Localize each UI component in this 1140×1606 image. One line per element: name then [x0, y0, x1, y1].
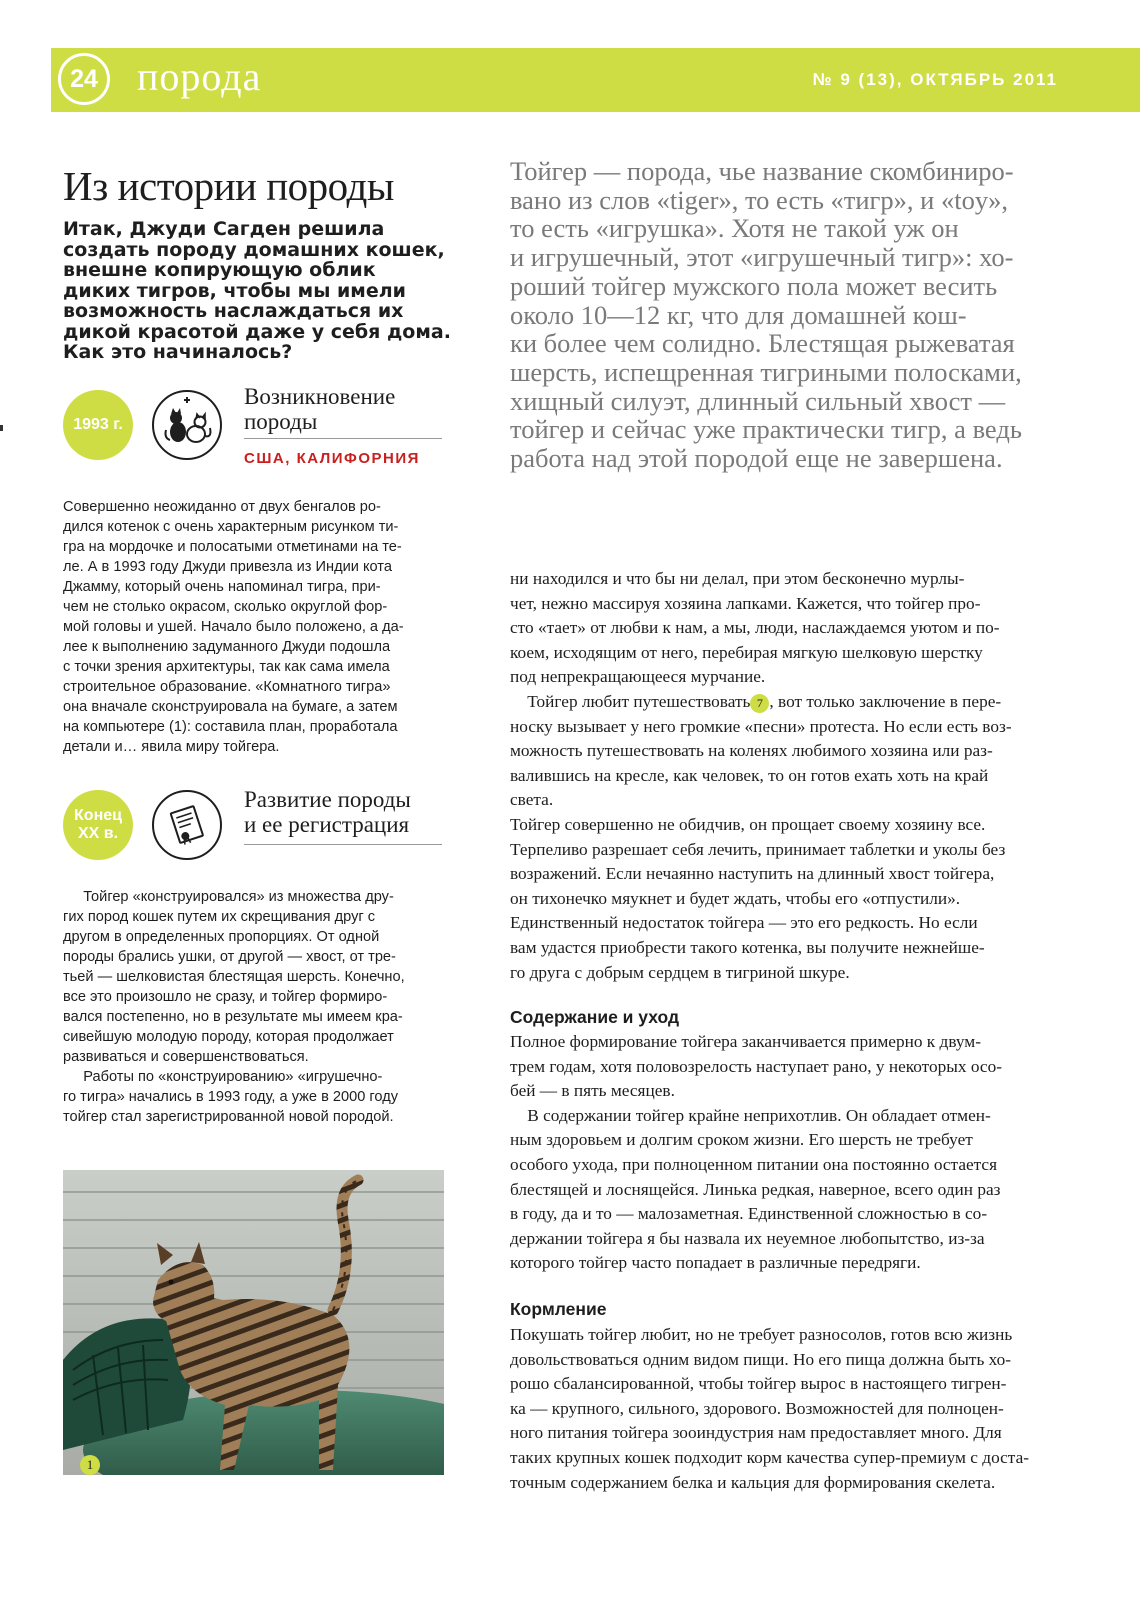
photo-number-badge: 1 [80, 1455, 100, 1475]
paragraph-line: ни находился и что бы ни делал, при этом бесконечно мурлы- [510, 569, 965, 588]
paragraph-line: Покушать тойгер любит, но не требует разносолов, готов всю жизнь [510, 1325, 1013, 1344]
paragraph-line: блестящей и лоснящейся. Линька редкая, наверное, всего один раз [510, 1179, 1001, 1199]
paragraph-line: Джамму, который очень напоминал тигра, при- [63, 579, 381, 595]
body-text-care [510, 1030, 1070, 1276]
paragraph-line: мой головы и ушей. Начало было положено, а да- [63, 619, 404, 635]
paragraph-line: В содержании тойгер крайне неприхотлив. Он обладает отмен- [510, 1105, 991, 1125]
pull-quote-line: вано из слов «tiger», то есть «тигр», и «toy», [510, 184, 1008, 215]
paragraph-line: Тойгер совершенно не обидчив, он прощает своему хозяину все. [510, 814, 986, 834]
paragraph-line: ного питания тойгера зооиндустрия нам предоставляет много. Для [510, 1423, 1002, 1443]
issue-info: № 9 (13), ОКТЯБРЬ 2011 [812, 70, 1058, 89]
timeline-date-line: Конец [74, 807, 122, 824]
lead-line: внешне копирующую облик [63, 259, 376, 281]
reference-badge: 7 [750, 694, 769, 713]
paragraph-line: довольствоваться одним видом пищи. Но его пища должна быть хо- [510, 1349, 1012, 1369]
timeline-location: США, КАЛИФОРНИЯ [244, 450, 420, 467]
paragraph-line: возражений. Если нечаянно наступить на длинный хвост тойгера, [510, 864, 995, 884]
pull-quote-line: то есть «игрушка». Хотя не такой уж он [510, 213, 959, 244]
paragraph-line: бей — в пять месяцев. [510, 1081, 675, 1101]
travel-text: Тойгер любит путешествовать [510, 692, 751, 711]
paragraph-line: Единственный недостаток тойгера — это его редкость. Но если [510, 913, 978, 933]
paragraph-line: дился котенок с очень характерным рисунком ти- [63, 519, 399, 535]
pull-quote-line: шерсть, испещренная тигриными полосками, [510, 356, 1022, 387]
pull-quote [510, 157, 1070, 473]
paragraph-line: в году, да и то — малозаметная. Единственной сложностью в со- [510, 1204, 988, 1224]
paragraph-line: особого ухода, при полноценном питании она постоянно остается [510, 1154, 998, 1174]
paragraph-line: с точки зрения архитектуры, так как сама имела [63, 659, 390, 675]
travel-line [510, 690, 1070, 715]
certificate-icon [152, 790, 222, 860]
paragraph-line: чет, нежно массируя хозяина лапками. Кажется, что тойгер про- [510, 593, 981, 613]
lead-line: создать породу домашних кошек, [63, 238, 445, 261]
paragraph-line: коем, исходящим от него, перебирая мягкую шелковую шерстку [510, 642, 983, 662]
paragraph-line: держании тойгера я бы назвала их неуемное любопытство, из-за [510, 1228, 985, 1248]
paragraph-line: лее к выполнению задуманного Джуди подошла [63, 639, 391, 655]
paragraph-line: строительное образование. «Комнатного тигра» [63, 679, 391, 695]
paragraph-line: породы брались ушки, от другой — хвост, от тре- [63, 949, 396, 965]
paragraph-line: ка — крупного, сильного, здорового. Возможностей для полноцен- [510, 1398, 1004, 1418]
pull-quote-line: и игрушечный, этот «игрушечный тигр»: хо- [510, 242, 1014, 273]
timeline-event-title-2 [244, 787, 411, 837]
body-text-character [510, 715, 1070, 986]
paragraph-line: Работы по «конструированию» «игрушечно- [63, 1069, 383, 1085]
paragraph-line: трем годам, хотя половозрелость наступает рано, у некоторых осо- [510, 1056, 1002, 1076]
paragraph-line: вам удастся приобрести такого котенка, вы получите нежнейше- [510, 937, 985, 957]
body-text-intro [510, 567, 1070, 690]
pull-quote-line: роший тойгер мужского пола может весить [510, 270, 998, 301]
lead-line: диких тигров, чтобы мы имели [63, 279, 406, 302]
pull-quote-line: около 10—12 кг, что для домашней кош- [510, 299, 967, 330]
paragraph-line: таких крупных кошек подходит корм качества супер-премиум с доста- [510, 1447, 1029, 1467]
timeline-date-line: XX в. [77, 825, 119, 842]
paragraph-line: Полное формирование тойгера заканчивается примерно к двум- [510, 1032, 981, 1051]
section-name: порода [137, 54, 262, 99]
timeline-date-end-xx [63, 790, 133, 860]
article-title: Из истории породы [63, 163, 394, 209]
paragraph-line: гра на мордочке и полосатыми отметинами на те- [63, 539, 402, 555]
lead-line: Как это начиналось? [63, 341, 293, 363]
paragraph-line: он тихонечко мяукнет и будет ждать, чтобы его «отпустили». [510, 888, 961, 908]
pull-quote-line: ки более чем солидно. Блестящая рыжеватая [510, 328, 1015, 359]
paragraph-line: сто «тает» от любви к нам, а мы, люди, наслаждаемся уютом и по- [510, 618, 1000, 638]
event-title-line: породы [244, 409, 318, 434]
paragraph-line: она вначале сконструировала на бумаге, а затем [63, 699, 398, 715]
paragraph-line: Тойгер «конструировался» из множества дру- [63, 889, 394, 905]
timeline-date-1993 [63, 390, 133, 460]
lead-line: дикой красотой даже у себя дома. [63, 320, 451, 343]
paragraph-line: ле. А в 1993 году Джуди привезла из Индии кота [63, 559, 392, 575]
paragraph-line: тьей — шелковистая блестящая шерсть. Конечно, [63, 969, 405, 985]
timeline-date-text [74, 807, 122, 843]
paragraph-line: го друга с добрым сердцем в тигриной шкуре. [510, 962, 850, 982]
pull-quote-line: работа над этой породой еще не завершена. [510, 443, 1003, 474]
paragraph-line: на компьютере (1): составила план, проработала [63, 719, 398, 735]
body-text-travel [510, 690, 1070, 985]
paragraph-line: ным здоровьем и долгим сроком жизни. Его шерсть не требует [510, 1130, 973, 1150]
lead-line: Итак, Джуди Сагден решила [63, 218, 385, 240]
paragraph-line: носку вызывает у него громкие «песни» протеста. Но если есть воз- [510, 716, 1012, 736]
article-lead [63, 219, 463, 363]
paragraph-line: детали и… явила миру тойгера. [63, 739, 280, 755]
travel-text: , вот только заключение в пере- [769, 692, 1002, 711]
timeline-event-title-1 [244, 384, 395, 434]
paragraph-line: чем не столько окрасом, сколько округлой фор- [63, 599, 388, 615]
event-title-line: Возникновение [244, 384, 396, 409]
paragraph-line: развиваться и совершенствоваться. [63, 1049, 309, 1065]
timeline-date-text: 1993 г. [73, 416, 123, 433]
paragraph-line: Совершенно неожиданно от двух бенгалов ро- [63, 499, 381, 515]
cat-photo [63, 1170, 444, 1475]
cats-icon [152, 390, 222, 460]
paragraph-line: точным содержанием белка и кальция для формирования скелета. [510, 1472, 996, 1492]
timeline-event-text-1 [63, 497, 443, 757]
paragraph-line: все это произошло не сразу, и тойгер формиро- [63, 989, 388, 1005]
event-title-line: Развитие породы [244, 787, 411, 812]
paragraph-line: сивейшую молодую породу, которая продолжает [63, 1029, 394, 1045]
paragraph-line: тойгер стал зарегистрированной новой породой. [63, 1109, 394, 1125]
body-text-feeding [510, 1323, 1070, 1495]
paragraph-line: света. [510, 790, 554, 810]
paragraph-line: другом в определенных пропорциях. От одной [63, 929, 380, 945]
paragraph-line: гих пород кошек путем их скрещивания друг с [63, 909, 376, 925]
paragraph-line: Терпеливо разрешает себя лечить, принимает таблетки и уколы без [510, 839, 1006, 859]
timeline-divider [244, 438, 442, 439]
paragraph-line: которого тойгер часто попадает в различные передряги. [510, 1253, 921, 1273]
lead-line: возможность наслаждаться их [63, 300, 404, 322]
paragraph-line: вался постепенно, но в результате мы имеем кра- [63, 1009, 403, 1025]
timeline-event-text-2 [63, 887, 443, 1127]
pull-quote-line: хищный силуэт, длинный сильный хвост — [510, 385, 1006, 416]
heading-care: Содержание и уход [510, 1007, 680, 1027]
paragraph-line: го тигра» начались в 1993 году, а уже в 2000 году [63, 1089, 399, 1105]
page-number-badge: 24 [58, 53, 110, 105]
pull-quote-line: тойгер и сейчас уже практически тигр, а ведь [510, 414, 1022, 445]
paragraph-line: можность путешествовать на коленях любимого хозяина или раз- [510, 741, 993, 761]
event-title-line: и ее регистрация [244, 812, 410, 837]
pull-quote-line: Тойгер — порода, чье название скомбиниро- [510, 156, 1014, 186]
edge-mark [0, 425, 3, 431]
paragraph-line: валившись на кресле, как человек, то он готов ехать хоть на край [510, 765, 989, 785]
heading-feeding: Кормление [510, 1299, 607, 1319]
timeline-divider [244, 844, 442, 845]
paragraph-line: под непрекращающееся мурчание. [510, 667, 766, 687]
paragraph-line: рошо сбалансированной, чтобы тойгер вырос в настоящего тигрен- [510, 1374, 1007, 1394]
